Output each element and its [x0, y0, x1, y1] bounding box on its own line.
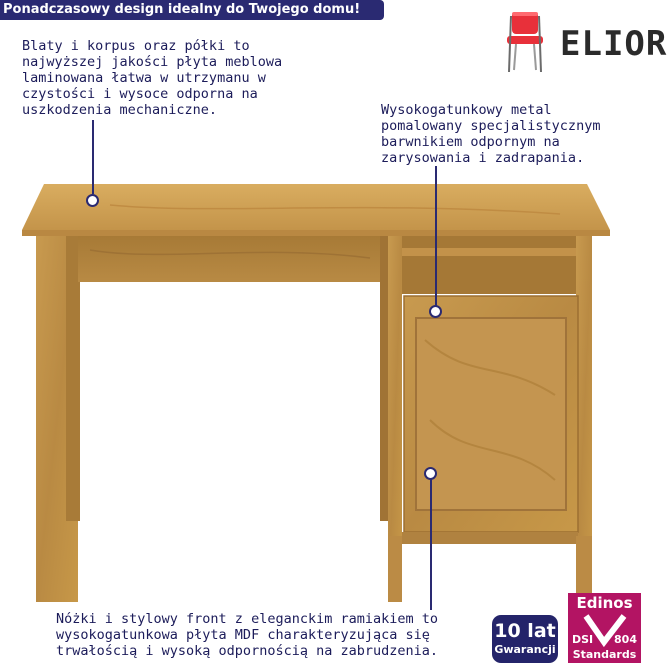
cabinet-open-shelf	[402, 236, 578, 294]
desk-top-surface	[22, 184, 610, 230]
edinos-badge	[568, 593, 641, 663]
leader-line-top-right	[435, 166, 437, 306]
warranty-label: Gwarancji	[494, 643, 556, 656]
warranty-badge	[492, 615, 558, 663]
edinos-left-code: DSI	[572, 633, 594, 646]
brand-name: ELIOR	[560, 24, 667, 64]
note-top-left: Blaty i korpus oraz półki to najwyższej jakości płyta meblowa laminowana łatwa w utrzymanu w czystości i wysoce odporna na uszkodzenia mechaniczne.	[22, 38, 283, 118]
header-banner: Ponadczasowy design idealny do Twojego domu!	[0, 0, 384, 20]
desk-apron	[78, 236, 388, 282]
desk-top-edge	[22, 230, 610, 236]
cabinet-door-panel	[416, 318, 566, 510]
edinos-label: Standards	[572, 648, 637, 661]
edinos-name: Edinos	[576, 594, 633, 612]
callout-dot-top	[86, 194, 99, 207]
note-bottom: Nóżki i stylowy front z eleganckim ramiakiem to wysokogatunkowa płyta MDF charakteryzująca się trwałością i wysoką odpornością na zabrudzenia.	[56, 611, 439, 659]
note-top-right: Wysokogatunkowy metal pomalowany specjalistycznym barwnikiem odpornym na zarysowania i zadrapania.	[381, 102, 601, 166]
callout-dot-handle	[429, 305, 442, 318]
warranty-years: 10 lat	[494, 620, 556, 642]
edinos-right-code: 804	[614, 633, 637, 646]
callout-dot-door	[424, 467, 437, 480]
leader-line-bottom	[430, 478, 432, 610]
leader-line-top-left	[92, 120, 94, 194]
